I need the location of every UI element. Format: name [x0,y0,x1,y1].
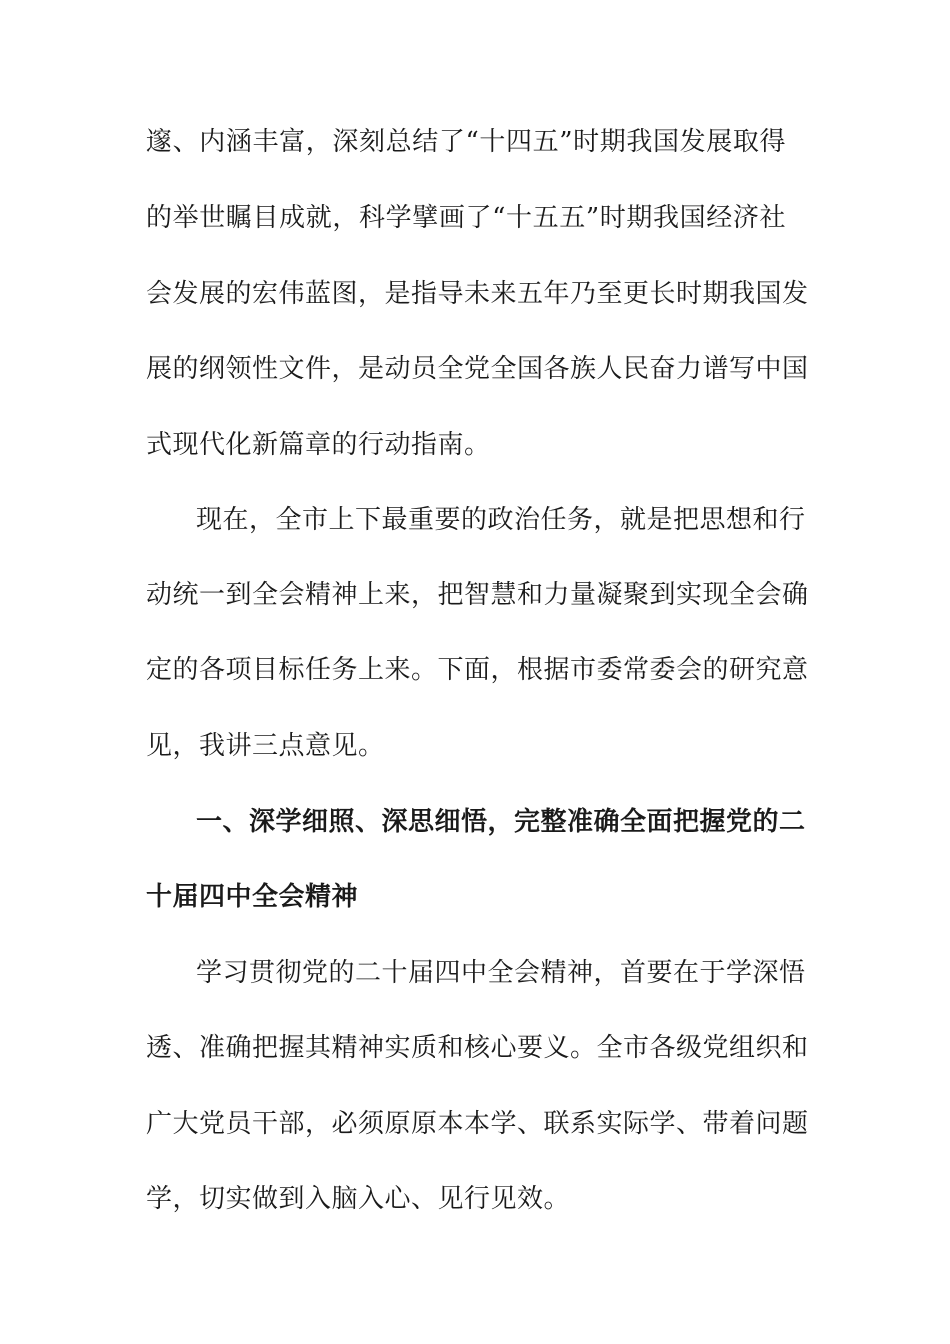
paragraph-line: 广大党员干部，必须原原本本学、联系实际学、带着问题 [146,1109,809,1139]
paragraph-line: 动统一到全会精神上来，把智慧和力量凝聚到实现全会确 [146,580,809,610]
paragraph-line: 现在，全市上下最重要的政治任务，就是把思想和行 [196,505,806,535]
paragraph-line: 会发展的宏伟蓝图，是指导未来五年乃至更长时期我国发 [146,279,809,309]
paragraph-line: 的举世瞩目成就，科学擘画了“十五五”时期我国经济社 [146,203,786,233]
paragraph-line: 学，切实做到入脑入心、见行见效。 [146,1184,571,1214]
section-heading: 一、深学细照、深思细悟，完整准确全面把握党的二 [196,807,806,837]
paragraph-line: 定的各项目标任务上来。下面，根据市委常委会的研究意 [146,655,809,685]
paragraph-line: 学习贯彻党的二十届四中全会精神，首要在于学深悟 [196,958,806,988]
paragraph-line: 展的纲领性文件，是动员全党全国各族人民奋力谱写中国 [146,354,809,384]
section-heading: 十届四中全会精神 [146,882,359,912]
paragraph-line: 邃、内涵丰富，深刻总结了“十四五”时期我国发展取得 [146,127,786,157]
paragraph-line: 式现代化新篇章的行动指南。 [146,430,491,460]
paragraph-line: 见，我讲三点意见。 [146,731,385,761]
paragraph-line: 透、准确把握其精神实质和核心要义。全市各级党组织和 [146,1033,809,1063]
